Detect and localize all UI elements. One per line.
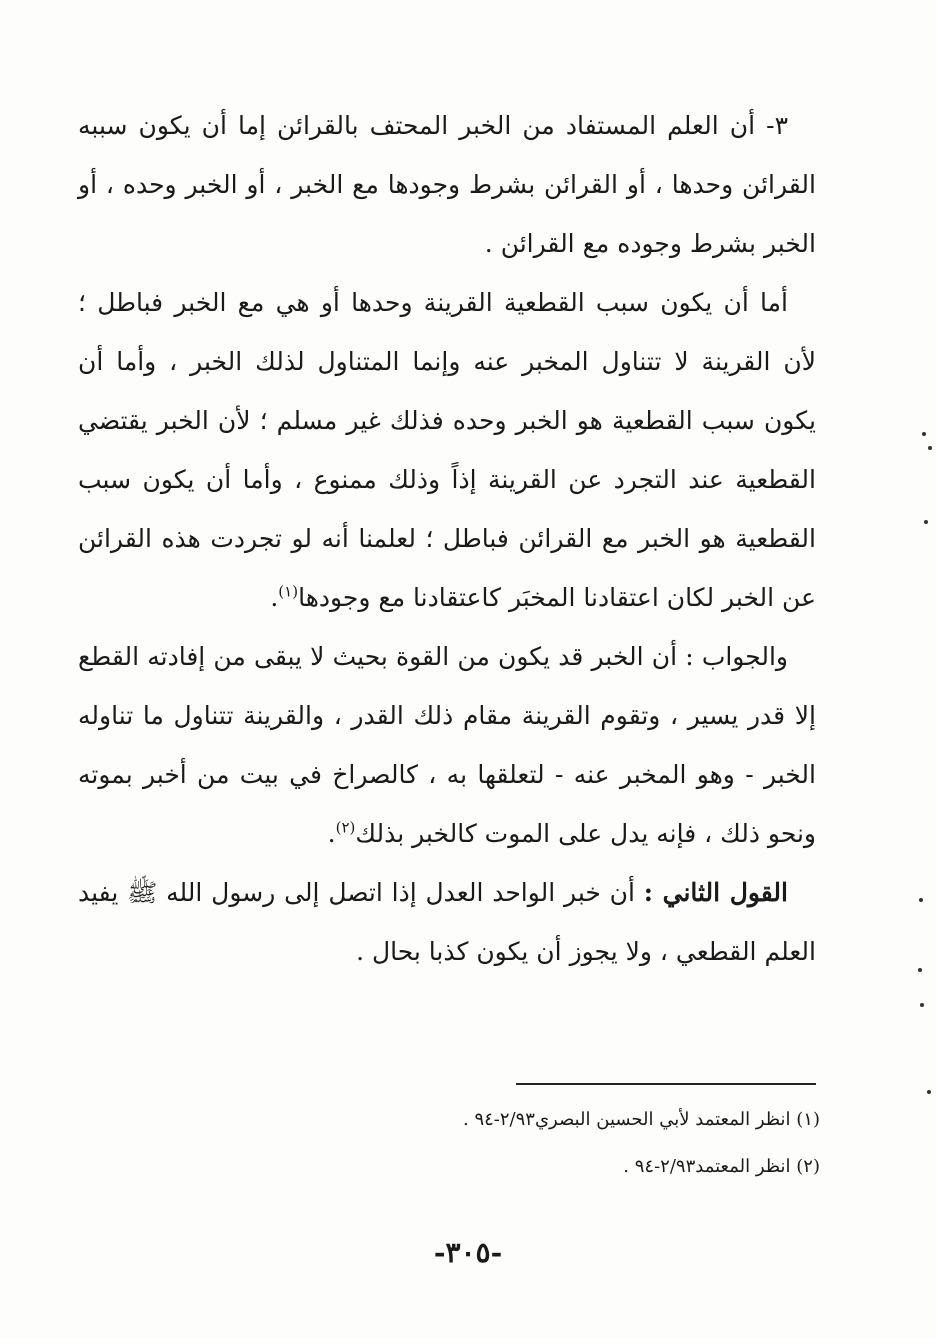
paragraph-second-opinion: القول الثاني : أن خبر الواحد العدل إذا اتصل إلى رسول الله ﷺ يفيد العلم القطعي ، ولا يجوز أن يكون كذبا بحال . xyxy=(78,878,816,966)
margin-speck xyxy=(924,520,928,524)
paragraph-refutation: أما أن يكون سبب القطعية القرينة وحدها أو هي مع الخبر فباطل ؛ لأن القرينة لا تتناول المخبر عنه وإنما المتناول لذلك الخبر ، وأما أن يكون سبب القطعية هو الخبر وحده فذلك غير مسلم ؛ لأن الخبر يقتضي القطعية عند التجرد عن القرينة إذاً وذلك ممنوع ، وأما أن يكون سبب القطعية هو الخبر مع القرائن فباطل ؛ لعلمنا أنه لو تجردت هذه القرائن عن الخبر لكان اعتقادنا المخبَر كاعتقادنا مع وجودها$^{(١)}$. xyxy=(78,288,816,612)
footnotes xyxy=(300,1104,820,1198)
footnote-2: (٢) انظر المعتمد٢/٩٣-٩٤ . xyxy=(623,1156,820,1177)
margin-speck xyxy=(927,1090,931,1094)
footnote-1: (١) انظر المعتمد لأبي الحسين البصري٢/٩٣-٩٤ . xyxy=(463,1109,820,1130)
paragraph-point-3: ٣- أن العلم المستفاد من الخبر المحتف بالقرائن إما أن يكون سببه القرائن وحدها ، أو القرائن بشرط وجودها مع الخبر ، أو الخبر وحده ، أو الخبر بشرط وجوده مع القرائن . xyxy=(78,111,816,258)
margin-speck xyxy=(928,446,932,450)
footnote-divider xyxy=(516,1083,816,1085)
page-number: -٣٠٥- xyxy=(433,1236,503,1269)
footnote-ref-1: (١) xyxy=(278,582,299,601)
margin-speck xyxy=(920,1003,924,1007)
margin-speck xyxy=(918,968,922,972)
body-text xyxy=(78,96,816,981)
footnote-ref-2: (٢) xyxy=(335,818,356,837)
margin-speck xyxy=(922,432,926,436)
margin-speck xyxy=(919,898,923,902)
paragraph-answer: والجواب : أن الخبر قد يكون من القوة بحيث لا يبقى من إفادته القطع إلا قدر يسير ، وتقوم القرينة مقام ذلك القدر ، والقرينة تتناول ما تناوله الخبر - وهو المخبر عنه - لتعلقها به ، كالصراخ في بيت من أخبر بموته ونحو ذلك ، فإنه يدل على الموت كالخبر بذلك$^{(٢)}$. xyxy=(78,642,816,848)
second-opinion-heading: القول الثاني : xyxy=(643,878,788,907)
